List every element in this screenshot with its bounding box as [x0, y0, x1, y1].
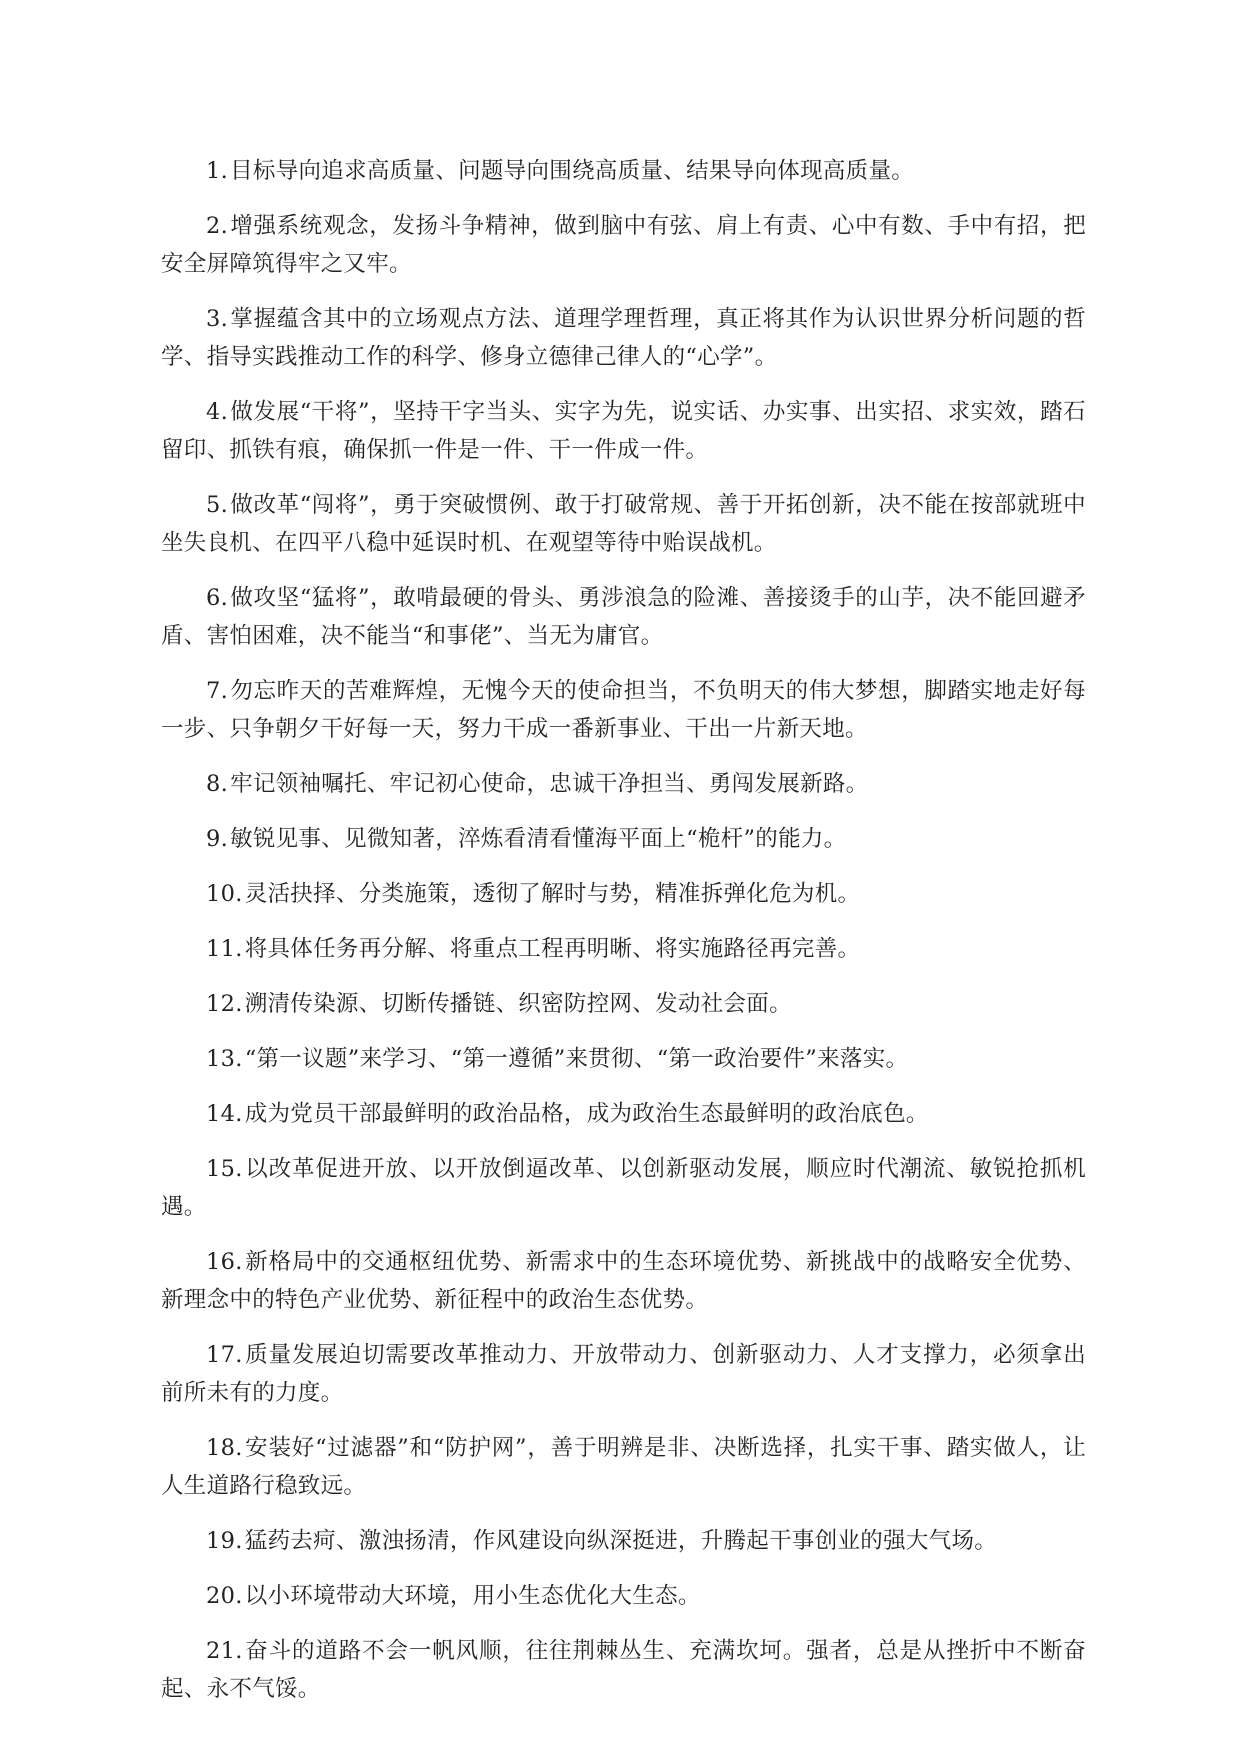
paragraph-number: 1. — [206, 158, 229, 184]
paragraph-text: 溯清传染源、切断传播链、织密防控网、发动社会面。 — [244, 991, 792, 1017]
paragraph-text: 质量发展迫切需要改革推动力、开放带动力、创新驱动力、人才支撑力，必须拿出前所未有的力度。 — [161, 1342, 1086, 1406]
paragraph-text: 做发展“干将”，坚持干字当头、实字为先，说实话、办实事、出实招、求实效，踏石留印、抓铁有痕，确保抓一件是一件、干一件成一件。 — [161, 399, 1086, 463]
paragraph-text: 将具体任务再分解、将重点工程再明晰、将实施路径再完善。 — [244, 936, 861, 962]
paragraph-number: 10. — [206, 881, 243, 907]
paragraph-number: 8. — [206, 771, 229, 797]
paragraph-17 — [161, 1336, 1086, 1412]
paragraph-14 — [161, 1095, 1086, 1133]
paragraph-number: 17. — [206, 1342, 243, 1368]
paragraph-number: 13. — [206, 1046, 243, 1072]
paragraph-number: 7. — [206, 678, 229, 704]
paragraph-number: 16. — [206, 1249, 243, 1275]
paragraph-4 — [161, 393, 1086, 469]
paragraph-19 — [161, 1522, 1086, 1560]
paragraph-text: 勿忘昨天的苦难辉煌，无愧今天的使命担当，不负明天的伟大梦想，脚踏实地走好每一步、只争朝夕干好每一天，努力干成一番新事业、干出一片新天地。 — [161, 678, 1086, 742]
paragraph-text: 奋斗的道路不会一帆风顺，往往荆棘丛生、充满坎坷。强者，总是从挫折中不断奋起、永不气馁。 — [161, 1638, 1086, 1702]
paragraph-text: 掌握蕴含其中的立场观点方法、道理学理哲理，真正将其作为认识世界分析问题的哲学、指导实践推动工作的科学、修身立德律己律人的“心学”。 — [161, 306, 1086, 370]
paragraph-number: 3. — [206, 306, 229, 332]
paragraph-5 — [161, 486, 1086, 562]
paragraph-number: 15. — [206, 1156, 243, 1182]
paragraph-20 — [161, 1577, 1086, 1615]
paragraph-text: 成为党员干部最鲜明的政治品格，成为政治生态最鲜明的政治底色。 — [244, 1101, 929, 1127]
paragraph-number: 4. — [206, 399, 229, 425]
paragraph-text: 敏锐见事、见微知著，淬炼看清看懂海平面上“桅杆”的能力。 — [230, 826, 847, 852]
paragraph-number: 5. — [206, 492, 229, 518]
paragraph-10 — [161, 875, 1086, 913]
paragraph-12 — [161, 985, 1086, 1023]
paragraph-6 — [161, 579, 1086, 655]
paragraph-21 — [161, 1632, 1086, 1708]
paragraph-text: 新格局中的交通枢纽优势、新需求中的生态环境优势、新挑战中的战略安全优势、新理念中的特色产业优势、新征程中的政治生态优势。 — [161, 1249, 1086, 1313]
document-body — [161, 152, 1086, 1725]
paragraph-15 — [161, 1150, 1086, 1226]
paragraph-11 — [161, 930, 1086, 968]
paragraph-13 — [161, 1040, 1086, 1078]
paragraph-18 — [161, 1429, 1086, 1505]
paragraph-1 — [161, 152, 1086, 190]
paragraph-text: 以小环境带动大环境，用小生态优化大生态。 — [244, 1583, 701, 1609]
paragraph-number: 9. — [206, 826, 229, 852]
paragraph-text: 以改革促进开放、以开放倒逼改革、以创新驱动发展，顺应时代潮流、敏锐抢抓机遇。 — [161, 1156, 1086, 1220]
paragraph-16 — [161, 1243, 1086, 1319]
paragraph-8 — [161, 765, 1086, 803]
paragraph-number: 18. — [206, 1435, 243, 1461]
paragraph-text: 增强系统观念，发扬斗争精神，做到脑中有弦、肩上有责、心中有数、手中有招，把安全屏障筑得牢之又牢。 — [161, 213, 1086, 277]
paragraph-3 — [161, 300, 1086, 376]
paragraph-text: 猛药去疴、激浊扬清，作风建设向纵深挺进，升腾起干事创业的强大气场。 — [244, 1528, 998, 1554]
paragraph-2 — [161, 207, 1086, 283]
paragraph-9 — [161, 820, 1086, 858]
paragraph-number: 19. — [206, 1528, 243, 1554]
paragraph-text: 牢记领袖嘱托、牢记初心使命，忠诚干净担当、勇闯发展新路。 — [230, 771, 869, 797]
paragraph-text: 做攻坚“猛将”，敢啃最硬的骨头、勇涉浪急的险滩、善接烫手的山芋，决不能回避矛盾、害怕困难，决不能当“和事佬”、当无为庸官。 — [161, 585, 1086, 649]
paragraph-text: “第一议题”来学习、“第一遵循”来贯彻、“第一政治要件”来落实。 — [244, 1046, 909, 1072]
paragraph-number: 2. — [206, 213, 229, 239]
paragraph-7 — [161, 672, 1086, 748]
paragraph-number: 12. — [206, 991, 243, 1017]
paragraph-text: 做改革“闯将”，勇于突破惯例、敢于打破常规、善于开拓创新，决不能在按部就班中坐失良机、在四平八稳中延误时机、在观望等待中贻误战机。 — [161, 492, 1086, 556]
paragraph-number: 14. — [206, 1101, 243, 1127]
paragraph-number: 6. — [206, 585, 229, 611]
paragraph-text: 安装好“过滤器”和“防护网”，善于明辨是非、决断选择，扎实干事、踏实做人，让人生道路行稳致远。 — [161, 1435, 1086, 1499]
paragraph-text: 灵活抉择、分类施策，透彻了解时与势，精准拆弹化危为机。 — [244, 881, 861, 907]
paragraph-number: 11. — [206, 936, 243, 962]
paragraph-text: 目标导向追求高质量、问题导向围绕高质量、结果导向体现高质量。 — [230, 158, 915, 184]
paragraph-number: 21. — [206, 1638, 243, 1664]
paragraph-number: 20. — [206, 1583, 243, 1609]
